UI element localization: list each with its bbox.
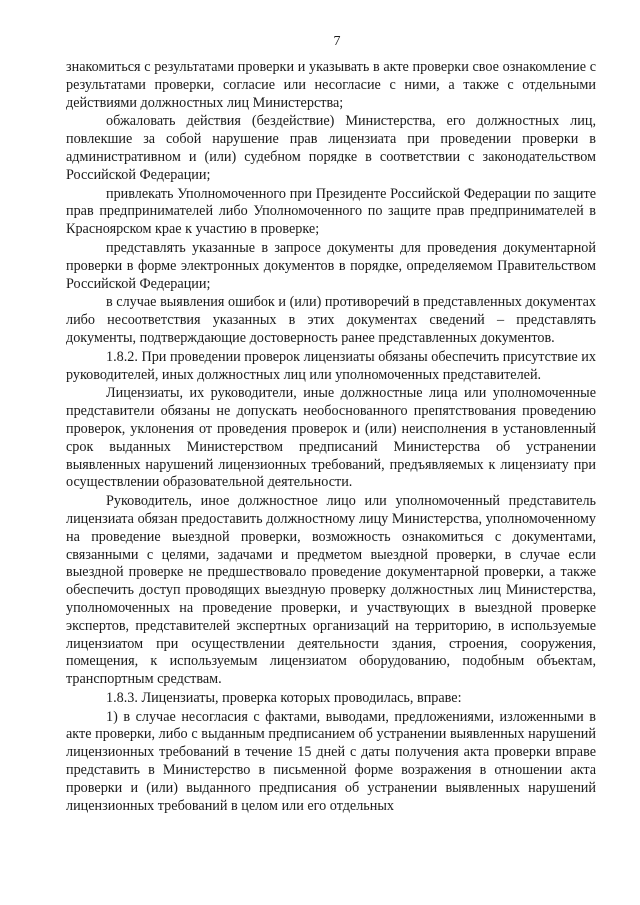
paragraph-ombudsman: привлекать Уполномоченного при Президенте Российской Федерации по защите прав предпринимателей либо Уполномоченного по защите прав предпринимателей в Красноярском крае к участию в проверке; (66, 185, 596, 238)
paragraph-errors: в случае выявления ошибок и (или) противоречий в представленных документах либо несоответствия указанных в этих документах сведений – представлять документы, подтверждающие достоверность ранее представленных документов. (66, 294, 596, 346)
paragraph-1-8-3-item-1: 1) в случае несогласия с фактами, выводами, предложениями, изложенными в акте проверки, либо с выданным предписанием об устранении выявленных нарушений лицензионных требований в течение 15 дней с даты получения акта проверки вправе представить в Министерство в письменной форме возражения в отношении акта проверки и (или) выданного предписания об устранении выявленных нарушений лицензионных требований в целом или его отдельных (66, 708, 596, 814)
paragraph-1-8-3: 1.8.3. Лицензиаты, проверка которых проводилась, вправе: (106, 689, 462, 706)
document-body (66, 59, 596, 815)
paragraph-familiarize: знакомиться с результатами проверки и указывать в акте проверки свое ознакомление с результатами проверки, согласие или несогласие с ними, а также с отдельными действиями должностных лиц Министерства; (66, 59, 596, 111)
paragraph-1-8-2: 1.8.2. При проведении проверок лицензиаты обязаны обеспечить присутствие их руководителей, иных должностных лиц или уполномоченных представителей. (66, 348, 596, 383)
paragraph-obstruction: Лицензиаты, их руководители, иные должностные лица или уполномоченные представители обязаны не допускать необоснованного препятствования проведению проверок, уклонения от проведения проверок и (или) неисполнения в установленный срок выданных Министерством предписаний Министерства об устранении выявленных нарушений лицензионных требований, предъявляемых к лицензиату при осуществлении образовательной деятельности. (66, 385, 596, 491)
paragraph-electronic-documents: представлять указанные в запросе документы для проведения документарной проверки в форме электронных документов в порядке, определяемом Правительством Российской Федерации; (66, 239, 596, 292)
paragraph-appeal: обжаловать действия (бездействие) Министерства, его должностных лиц, повлекшие за собой нарушение прав лицензиата при проведении проверки в административном и (или) судебном порядке в соответствии с законодательством Российской Федерации; (66, 113, 596, 183)
page-number: 7 (333, 34, 341, 49)
paragraph-onsite-inspection: Руководитель, иное должностное лицо или уполномоченный представитель лицензиата обязан предоставить должностному лицу Министерства, уполномоченному на проведение выездной проверки, возможность ознакомиться с документами, связанными с целями, задачами и предметом выездной проверки, в случае если выездной проверке не предшествовало проведение документарной проверки, а также обеспечить доступ проводящих выездную проверку должностных лиц Министерства, уполномоченных на проведение проверки, и участвующих в выездной проверке экспертов, представителей экспертных организаций на территорию, в используемые лицензиатом при осуществлении деятельности здания, строения, сооружения, помещения, к используемым лицензиатом оборудованию, подобным объектам, транспортным средствам. (66, 493, 596, 688)
